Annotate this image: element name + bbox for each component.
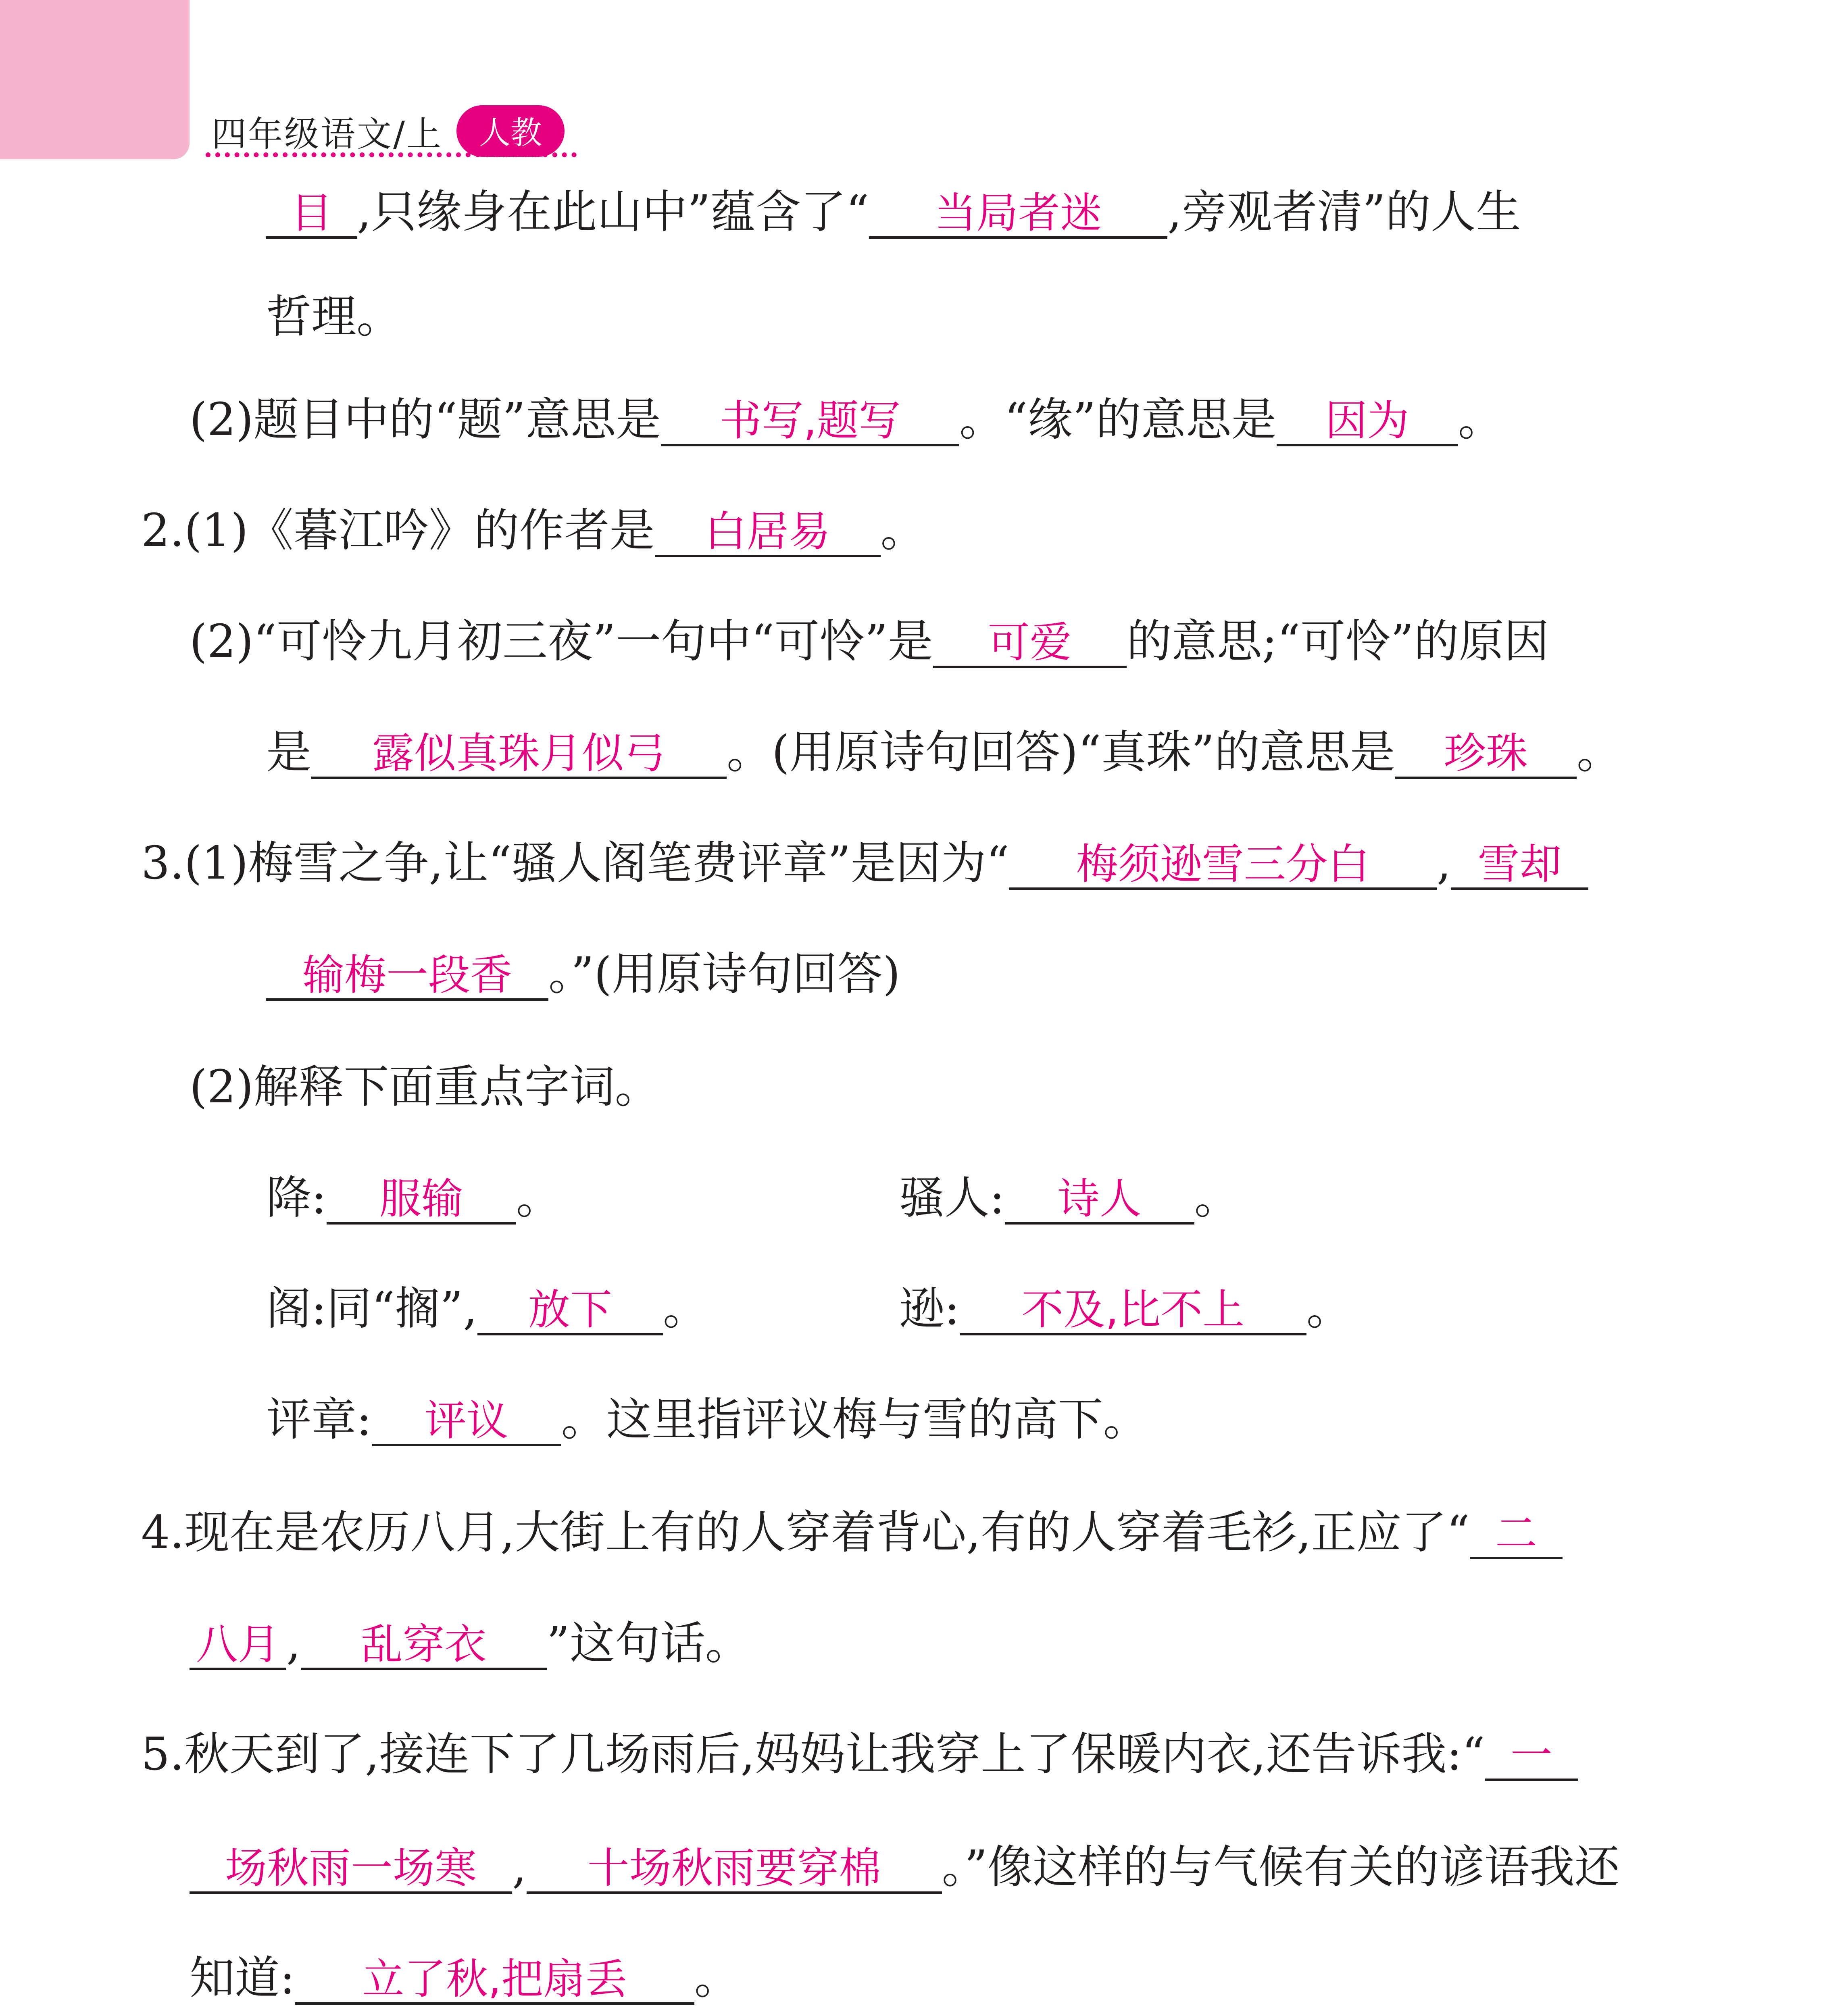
- q2-p3-blank-zhenzhu: 珍珠: [1395, 732, 1577, 779]
- q3-word-xun: [899, 1283, 1352, 1335]
- q2-p1-blank-author: 白居易: [655, 510, 881, 557]
- q3-word-saoren: [899, 1172, 1240, 1225]
- q3-pingzhang-label: 评章:: [266, 1393, 372, 1446]
- q5-blank1-start: 一: [1485, 1734, 1578, 1781]
- q4-line2: [190, 1617, 750, 1670]
- q4-text: 4.现在是农历八月,大街上有的人穿着背心,有的人穿着毛衫,正应了“: [141, 1506, 1470, 1559]
- q3-xun-end: 。: [1306, 1283, 1352, 1335]
- q1-text: ,只缘身在此山中”蕴含了“: [357, 186, 869, 238]
- q3-word-jiang: [266, 1172, 561, 1225]
- q4-line1: [141, 1506, 1563, 1559]
- q3-p1-comma: ,: [1436, 837, 1451, 889]
- q1-p2-blank-yuan: 因为: [1277, 400, 1458, 446]
- q2-part2: [190, 615, 1549, 668]
- q1-p2-text-mid: 。“缘”的意思是: [959, 394, 1277, 446]
- q1-p2-text: (2)题目中的“题”意思是: [190, 394, 661, 446]
- q3-ge-blank: 放下: [477, 1289, 663, 1335]
- q2-p3-text-mid: 。(用原诗句回答)“真珠”的意思是: [727, 726, 1395, 779]
- q2-p3-blank-reason: 露似真珠月似弓: [311, 732, 727, 779]
- q3-part1-cont: [266, 948, 900, 1001]
- q4-tail: ”这句话。: [546, 1617, 750, 1670]
- page-header: [212, 105, 565, 157]
- q3-p1-blank-line1: 梅须逊雪三分白: [1009, 843, 1437, 890]
- header-dotted-divider: [206, 152, 577, 157]
- q3-xun-label: 逊:: [899, 1283, 960, 1335]
- q3-part2: (2)解释下面重点字词。: [190, 1061, 660, 1113]
- q2-part1: [141, 504, 926, 557]
- q1-p2-end: 。: [1458, 394, 1503, 446]
- q3-saoren-end: 。: [1194, 1172, 1240, 1224]
- q2-p2-text-tail: 的意思;“可怜”的原因: [1126, 615, 1549, 668]
- q3-saoren-label: 骚人:: [899, 1172, 1005, 1224]
- q5-line1: [141, 1728, 1578, 1781]
- q3-p1-tail: 。”(用原诗句回答): [548, 948, 900, 1000]
- q5-line2: [190, 1841, 1620, 1894]
- q1-answer-blank: 当局者迷: [869, 192, 1167, 239]
- q3-pingzhang-blank: 评议: [372, 1400, 561, 1446]
- q5-tail: 。”像这样的与气候有关的谚语我还: [942, 1841, 1620, 1893]
- q1-line1: [266, 186, 1521, 239]
- q4-blank2: 乱穿衣: [301, 1623, 547, 1670]
- q5-blank1-end: 场秋雨一场寒: [190, 1847, 512, 1894]
- q5-blank3: 立了秋,把扇丢: [295, 1958, 694, 2005]
- corner-tab-decoration: [0, 0, 190, 159]
- q1-part2: [190, 394, 1503, 446]
- q3-xun-blank: 不及,比不上: [960, 1289, 1306, 1335]
- q2-p3-end: 。: [1576, 726, 1622, 779]
- q3-p1-blank-line2-end: 输梅一段香: [266, 954, 548, 1001]
- q4-blank1-end: 八月: [190, 1623, 286, 1670]
- q3-saoren-blank: 诗人: [1005, 1178, 1194, 1225]
- q3-jiang-blank: 服输: [327, 1178, 516, 1225]
- q3-jiang-end: 。: [516, 1172, 561, 1224]
- q2-p1-text: 2.(1)《暮江吟》的作者是: [141, 504, 655, 557]
- q3-word-ge: [266, 1283, 708, 1335]
- q2-p2-blank-kelian: 可爱: [933, 621, 1127, 668]
- q5-text: 5.秋天到了,接连下了几场雨后,妈妈让我穿上了保暖内衣,还告诉我:“: [141, 1728, 1485, 1781]
- q2-part3: [266, 726, 1622, 779]
- header-title: 四年级语文/上: [212, 114, 443, 154]
- q3-jiang-label: 降:: [266, 1172, 327, 1224]
- q5-line3: [190, 1952, 740, 2005]
- publisher-badge: 人教: [456, 105, 565, 157]
- q3-ge-label: 阁:同“搁”,: [266, 1283, 477, 1335]
- q5-p2-text: 知道:: [190, 1952, 295, 2004]
- q4-blank1-start: 二: [1470, 1512, 1563, 1559]
- q4-comma: ,: [286, 1617, 301, 1670]
- q3-pingzhang-end: 。这里指评议梅与雪的高下。: [561, 1393, 1148, 1446]
- q1-p2-blank-ti: 书写,题写: [661, 400, 959, 446]
- q3-p1-blank-line2-start: 雪却: [1451, 843, 1588, 890]
- q1-text-tail: ,旁观者清”的人生: [1167, 186, 1521, 238]
- q3-p1-text: 3.(1)梅雪之争,让“骚人阁笔费评章”是因为“: [141, 837, 1009, 889]
- q1-blank-mu: 目: [266, 192, 357, 239]
- q5-comma: ,: [512, 1841, 527, 1893]
- q2-p1-end: 。: [880, 504, 926, 557]
- q5-p2-end: 。: [694, 1952, 740, 2004]
- q1-line2: 哲理。: [266, 291, 402, 343]
- q5-blank2: 十场秋雨要穿棉: [527, 1847, 942, 1894]
- q2-p3-text: 是: [266, 726, 311, 779]
- q3-part1: [141, 837, 1588, 890]
- q2-p2-text: (2)“可怜九月初三夜”一句中“可怜”是: [190, 615, 933, 668]
- q3-ge-end: 。: [663, 1283, 708, 1335]
- q3-word-pingzhang: [266, 1393, 1148, 1446]
